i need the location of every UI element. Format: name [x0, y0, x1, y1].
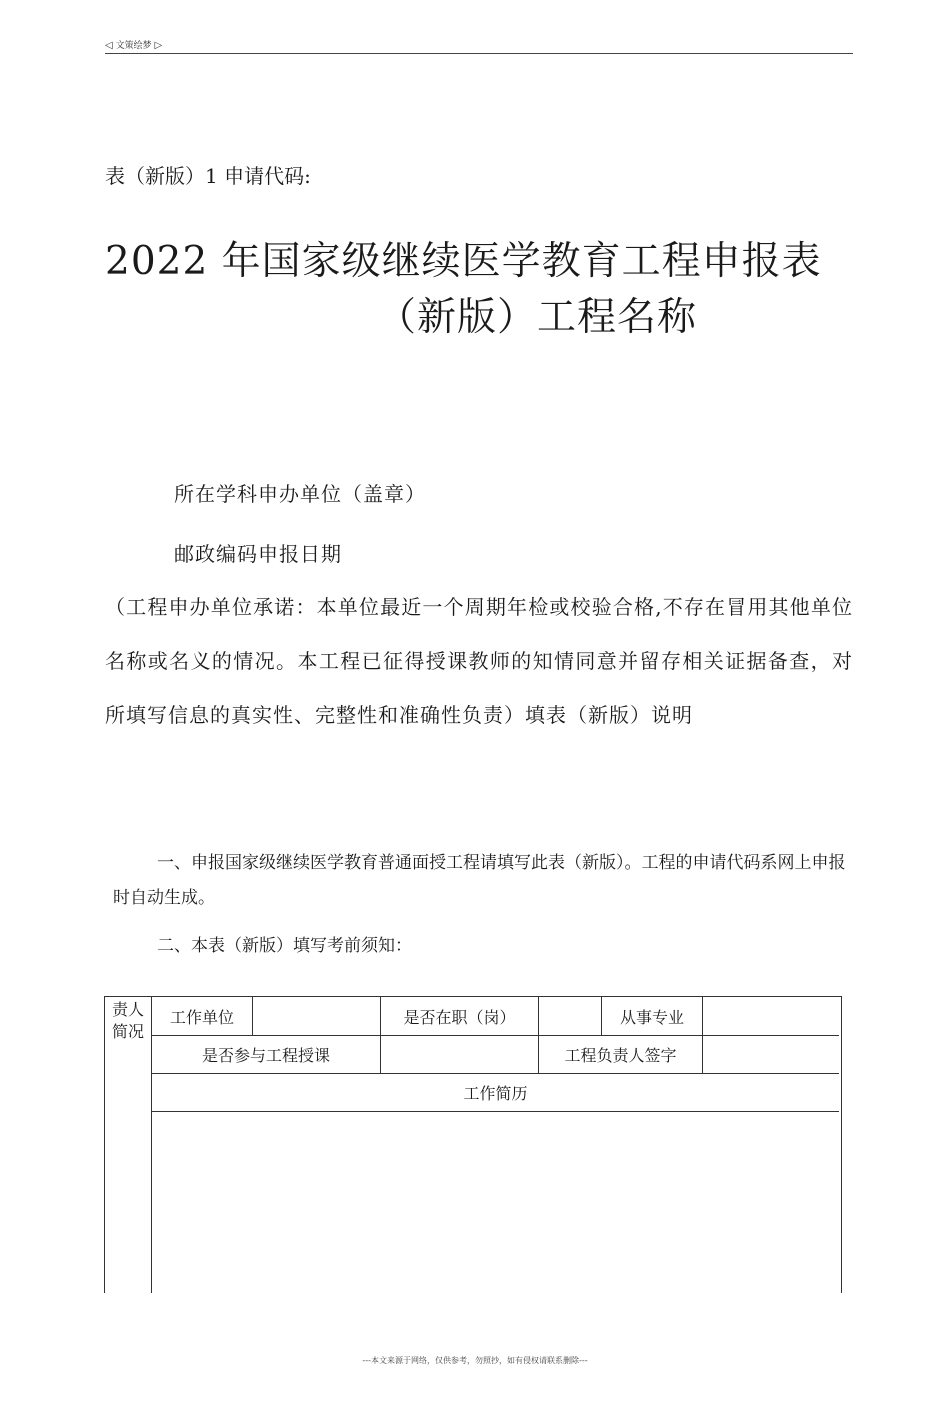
resume-header-cell: [152, 1074, 839, 1112]
promise-paragraph: （工程申办单位承诺：本单位最近一个周期年检或校验合格,不存在冒用其他单位名称或名义的情况。本工程已征得授课教师的知情同意并留存相关证据备查，对所填写信息的真实性、完整性和准确性负责）填表（新版）说明: [105, 595, 853, 727]
specialty-label-cell: [602, 997, 703, 1036]
on-job-label: 是否在职（岗）: [403, 1007, 516, 1027]
title-line-1: 2022 年国家级继续医学教育工程申报表: [105, 239, 822, 284]
teaching-label-cell: [152, 1036, 381, 1074]
note-second: 二、本表（新版）填写考前须知：: [157, 936, 412, 956]
specialty-label: 从事专业: [619, 1007, 684, 1027]
unit-field: 所在学科申办单位（盖章）: [174, 482, 426, 506]
side-label: 责人简况: [111, 1000, 144, 1041]
teaching-value-cell[interactable]: [381, 1036, 539, 1074]
header-text: 文策绘梦: [115, 41, 152, 51]
work-unit-label-cell: [152, 997, 253, 1036]
specialty-value-cell[interactable]: [703, 997, 839, 1036]
resume-label: 工作简历: [463, 1084, 528, 1103]
on-job-label-cell: [381, 997, 539, 1036]
page-footer: ---本文来源于网络，仅供参考，勿照抄，如有侵权请联系删除---: [362, 1356, 588, 1365]
form-code-label: 表（新版）1 申请代码:: [105, 164, 311, 188]
title-line-2: （新版）工程名称: [377, 295, 698, 340]
work-unit-value-cell[interactable]: [253, 997, 381, 1036]
resume-content-cell[interactable]: [152, 1112, 839, 1293]
signature-label: 工程负责人签字: [564, 1046, 677, 1065]
right-triangle-icon: ▷: [154, 40, 163, 51]
work-unit-label: 工作单位: [169, 1007, 234, 1027]
side-label-cell: [105, 997, 152, 1293]
on-job-value-cell[interactable]: [539, 997, 602, 1036]
document-title: [105, 234, 853, 346]
left-triangle-icon: ◁: [105, 40, 113, 51]
note-first: 一、申报国家级继续医学教育普通面授工程请填写此表（新版）。工程的申请代码系网上申报时自动生成。: [113, 853, 846, 908]
teaching-label: 是否参与工程授课: [201, 1046, 330, 1065]
responsible-person-table: [104, 996, 842, 1293]
postal-field: 邮政编码申报日期: [174, 542, 342, 566]
page-header: [105, 38, 853, 54]
signature-label-cell: [539, 1036, 703, 1074]
signature-value-cell[interactable]: [703, 1036, 839, 1074]
